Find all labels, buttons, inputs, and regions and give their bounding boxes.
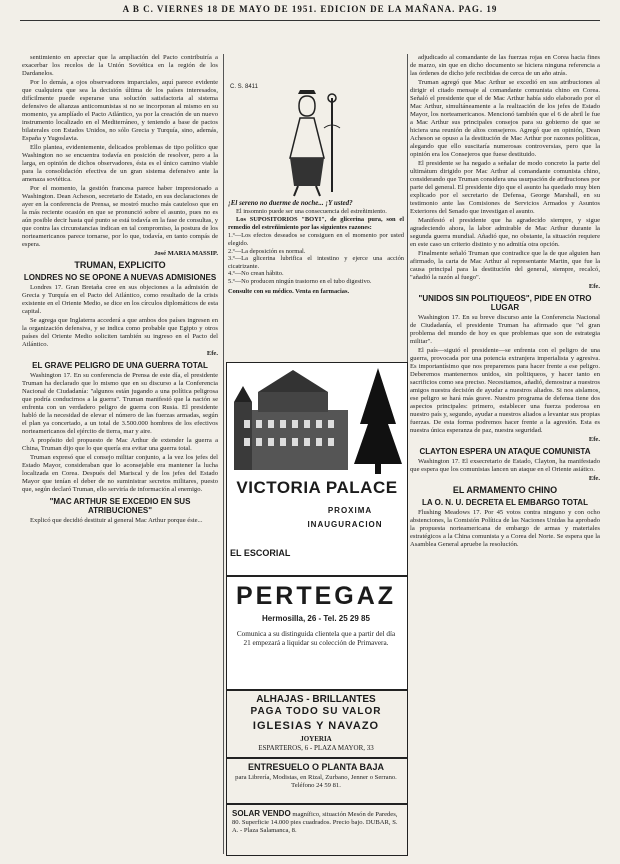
article-paragraph: Ello plantea, evidentemente, delicados problemas de tipo político que Washington no se encuentra todavía en posición de resolver, pero a la larga, en opinión de dichos observadores, ésta es el único camino viable para la consolidación efectiva de un gran sistema defensivo ante la amenaza soviética. <box>22 144 218 183</box>
byline: José MARIA MASSIP. <box>153 250 218 257</box>
headline-armamento: EL ARMAMENTO CHINO <box>452 485 558 495</box>
ad-body: Comunica a su distinguida clientela que a partir del día 21 empezará a liquidar su colección de Primavera. <box>236 630 396 647</box>
ad-title: SOLAR VENDO <box>232 809 291 818</box>
headline-truman: TRUMAN, EXPLICITO <box>74 260 166 270</box>
ad-headline: ¡El sereno no duerme de noche... ¡Y usted? <box>228 200 353 207</box>
ad-address: Hermosilla, 26 - Tel. 25 29 85 <box>262 614 370 623</box>
article-paragraph: Washington 17. En su breve discurso ante la Conferencia Nacional de Ciudadanía, el presidente Truman ha afirmado que "el gran problema del mundo de hoy es que problemas que son de estrategia militar". <box>410 314 600 345</box>
headline-macarthur: "MAC ARTHUR SE EXCEDIO EN SUS ATRIBUCIONES" <box>49 497 191 515</box>
article-paragraph: Manifestó el presidente que ha agradecido siempre, y sigue agradeciendo ahora, la labor admirable de Mac Arthur durante la segunda guerra mundial. Añadió que, no obstante, la situación requiere en este caso un criterio distinto y no admitía otra opción. <box>410 217 600 248</box>
article-paragraph: Washington 17. El exsecretario de Estado, Clayton, ha manifestado que espera que los comunistas lancen un ataque en el Oriente asiático. <box>410 458 600 473</box>
ad-footer: Consulte con su médico. Venta en farmacias. <box>228 287 350 295</box>
ad-tag: C. S. 8411 <box>230 84 258 90</box>
article-paragraph: A propósito del propuesto de Mac Arthur de extender la guerra a China, Truman dijo que lo que quería era evitar una guerra total. <box>22 437 218 452</box>
ad-text <box>232 810 400 835</box>
column-divider-left <box>223 54 224 854</box>
article-paragraph: Por lo demás, a ojos observadores imparciales, aquí parece evidente que cualquiera que sea la decisión última de los países interesados, difícilmente puede esperarse una solución satisfactoria al sistema defensivo de alianzas anticomunistas si no se incorporan al mismo en su momento, ya amplíado el Pacto Atlántico, ya por la creación de un nuevo instrumento localizado en el Mediterráneo, y teniendo a base de pactos bilaterales con Estados Unidos, no sólo Grecia y Turquía, sino, además, España y Yugoslavia. <box>22 79 218 142</box>
article-paragraph: Por el momento, la gestión francesa parece haber impresionado a Washington. Dean Acheson, secretario de Estado, en sus declaraciones de ayer en la conferencia de Prensa, se mostró mucho más cauteloso que en la más reciente ocasión en que se pronunció sobre el asunto, pues no es aún posible decir hasta qué punto se está todavía en la fase de consultas, y que contra las circunstancias indican en tal compromiso, la postura de los norteamericanos parece tornarse, por lo que, todavía, en tanto compás de espera. <box>22 185 218 248</box>
headline-unidos: "UNIDOS SIN POLITIQUEOS", PIDE EN OTRO LUGAR <box>418 294 592 312</box>
ad-line: ALHAJAS - BRILLANTES <box>256 694 376 705</box>
palace-building-illustration <box>228 364 404 476</box>
ad-title: PERTEGAZ <box>235 582 397 610</box>
ad-line: ESPARTEROS, 6 - PLAZA MAYOR, 33 <box>258 744 374 752</box>
ad-paragraph: El insomnio puede ser una consecuencia del estreñimiento. <box>236 207 387 215</box>
column-right <box>410 54 600 858</box>
column-left <box>22 54 218 858</box>
article-paragraph: Flushing Meadows 17. Por 45 votos contra ninguno y con ocho abstenciones, la Comisión Política de las Naciones Unidas ha aprobado la propuesta norteamericana de embargo de armas y materiales estratégicos a la China comunista y a Corea del Norte. Se espera que la Asamblea General apruebe la resolución. <box>410 509 600 548</box>
ad-subtitle: PROXIMA <box>327 506 373 515</box>
ad-line: ENTRESUELO O PLANTA BAJA <box>247 762 384 772</box>
ad-location: EL ESCORIAL <box>230 548 291 558</box>
ad-title: VICTORIA PALACE <box>236 478 398 497</box>
ad-list-item: 5.º—No producen ningún trastorno en el tubo digestivo. <box>228 277 372 285</box>
headline-peligro: EL GRAVE PELIGRO DE UNA GUERRA TOTAL <box>32 361 208 370</box>
article-paragraph: El país—siguió el presidente—se enfrenta con el peligro de una guerra, provocada por una potencia extranjera imperialista y agresiva. Es importantísimo que nos preparemos para hacer frente a ese peligro. Deberemos mantenernos unidos, sin politiqueos, y hacer tanto en sacrificios como sea preciso. Necesitamos, añadió, demostrar a nuestros amigos nuestra decisión de ayudar a nuestros aliados. Si nos aislamos, ese peligro se hará más grave. Nuestro programa de defensa tiene dos aspectos principales: primero, establecer una fuerza poderosa en nuestro país y, segundo, ayudar a nuestros aliados a levantar sus propias fuerzas. De esta forma podremos hacer frente a la agresión. Esta es nuestra única esperanza de paz, nuestra seguridad. <box>410 347 600 434</box>
ad-list-item: 3.º—La glicerina lubrifica el intestino y ejerce una acción cicatrizante. <box>228 255 404 270</box>
boyi-ad-text <box>228 200 404 356</box>
article-paragraph: adjudicado al comandante de las fuerzas rojas en Corea hacia fines de marzo, sin que en dicho documento se hiciera ninguna referencia a las órdenes de dicho jefe recibidas de cerca de un año atrás. <box>410 54 600 77</box>
ad-line: para Librería, Modistas, en Rizal, Zurbano, Jenner o Serrano. Teléfono 24 59 81. <box>235 774 397 789</box>
page-header: A B C. VIERNES 18 DE MAYO DE 1951. EDICION DE LA MAÑANA. PAG. 19 <box>122 4 498 14</box>
article-paragraph: Truman agregó que Mac Arthur se excedió en sus atribuciones al dirigir el citado mensaje al comandante comunista chino en Corea. Señaló el presidente que el de Mac Arthur había sido elaborado por el Mac Arthur, simultáneamente a la realización de los jefes de Estado Mayor, los norteamericanos. Mencionó también que el 6 de abril le fue a Mac Arthur sus principales consejos para su gobierno de que se hiciera una reunión de altos consejeros. Agregó que en opinión, Dean Acheson se opuso a la destitución de Mac Arthur por razones políticas, alegando que ello suscitaría numerosas controversias, pero que la opinión era los Consejeros que fuese destituido. <box>410 79 600 158</box>
article-paragraph: Londres 17. Gran Bretaña cree en sus objeciones a la admisión de Grecia y Turquía en el Pacto del Atlántico, como resultado de la crisis existente en el Oriente Medio, se dice en los círculos diplomáticos de esta capital. <box>22 284 218 315</box>
ad-line: IGLESIAS Y NAVAZO <box>252 720 380 732</box>
article-paragraph: El presidente se ha negado a señalar de modo concreto la parte del ultimátum dirigido por Mac Arthur al comandante comunista chino, considerando que Truman considera una usurpación de atribuciones por parte del general. El presidente dijo que el asunto ha quedado muy bien explicado por el secretario de Defensa, George Marshall, en su testimonio ante las Comisiones de Servicios Armados y Asuntos Exteriores del Senado que investigan el asunto. <box>410 160 600 215</box>
article-paragraph: Truman expresó que el consejo militar conjunto, a la vez los jefes del Estado Mayor, consideraban que lo aconsejable era mantener la lucha localizada en Corea. Después del Mariscal y de los jefes del Estado Mayor que tenían el deber de no suministrar secretos militares, puesto que, según declaró Truman, ello serviría de información al enemigo. <box>22 454 218 493</box>
byline: Efe. <box>206 350 218 357</box>
night-watchman-illustration <box>262 88 352 200</box>
headline-onu: LA O. N. U. DECRETA EL EMBARGO TOTAL <box>422 498 588 507</box>
byline: Efe. <box>588 283 600 290</box>
article-paragraph: Washington 17. En su conferencia de Prensa de este día, el presidente Truman ha declarado que lo mismo que en su discurso a la Conferencia Nacional de Ciudadanía: "algunos están jugando a una política peligrosa que podría conducirnos a la guerra". Truman manifestó que la nación se enfrenta con un verdadero peligro de guerra con Rusia. El presidente habló de la necesidad de elevar el número de las fuerzas armadas, según el plan ya concertado, a un total de 3.500.000 hombres de los efectivos norteamericanos del ejército de tierra, mar y aire. <box>22 372 218 435</box>
article-paragraph: Se agrega que Inglaterra accederá a que ambos dos países ingresen en la organización defensiva, y se indica como probable que Egipto y otros países del Oriente Medio soliciten también su ingreso en el Pacto del Atlántico. <box>22 317 218 348</box>
ad-line: PAGA TODO SU VALOR <box>250 706 382 717</box>
ad-line: JOYERIA <box>300 735 332 743</box>
header-rule <box>20 20 600 21</box>
ad-list-item: 2.º—La deposición es normal. <box>228 247 306 255</box>
ad-paragraph: Los SUPOSITORIOS "BOYI", de glicerina pura, son el remedio del estreñimiento por las siguientes razones: <box>228 216 404 231</box>
ad-list-item: 1.º—Los efectos deseados se consiguen en el momento por usted elegido. <box>228 232 404 247</box>
byline: Efe. <box>588 436 600 443</box>
ad-list-item: 4.º—No crean hábito. <box>228 270 284 278</box>
headline-clayton: CLAYTON ESPERA UN ATAQUE COMUNISTA <box>419 447 591 456</box>
byline: Efe. <box>588 475 600 482</box>
article-paragraph: sentimiento en apreciar que la ampliación del Pacto contribuiría a exacerbar los recelos de la Unión Soviética en la región de los Dardanelos. <box>22 54 218 77</box>
ad-subtitle: INAUGURACION <box>307 520 383 529</box>
article-paragraph: Explicó que decidió destituir al general Mac Arthur porque éste... <box>30 517 203 524</box>
ad-body: magnífico, situación Mesón de Paredes, 80. Superficie 14.000 pies cuadrados. Precio bajo. DUBAR, S. A. - Plaza Salamanca, 8. <box>232 811 398 834</box>
headline-londres: LONDRES NO SE OPONE A NUEVAS ADMISIONES <box>23 273 217 282</box>
article-paragraph: Finalmente señaló Truman que contradice que la de que alguien han afirmado, la carta de Mac Arthur al representante Martin, que fue la causa principal para la destitución del general, siempre, recalcó, "añadió la razón al fuego". <box>410 250 600 281</box>
